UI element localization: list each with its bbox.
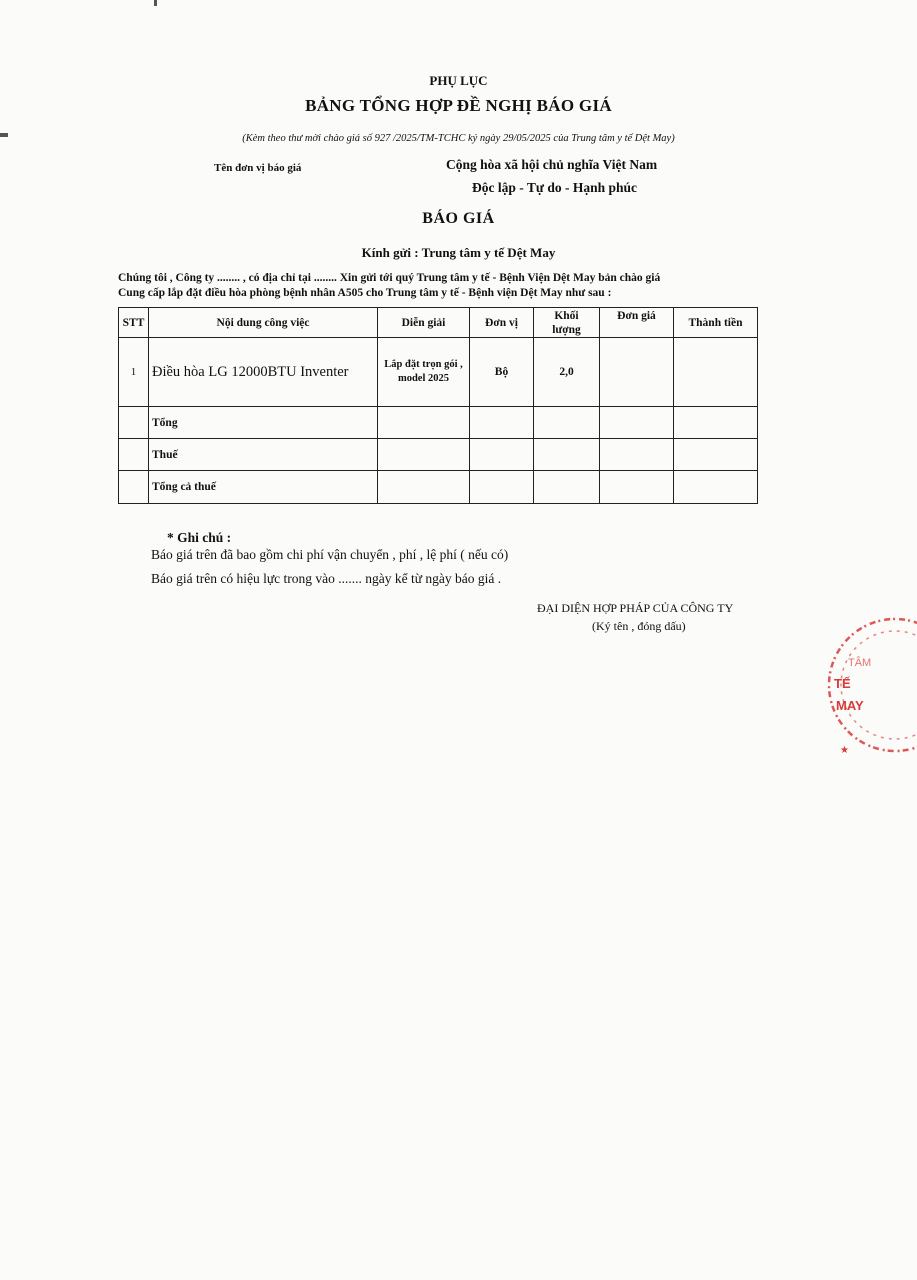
cell-content: Điều hòa LG 12000BTU Inventer [149, 338, 378, 407]
note-line-1: Báo giá trên đã bao gồm chi phí vận chuyển , phí , lệ phí ( nếu có) [151, 547, 509, 562]
intro-line-2: Cung cấp lắp đặt điều hòa phòng bệnh nhân A505 cho Trung tâm y tế - Bệnh viện Dệt May như sau : [118, 287, 612, 299]
header-unit-price: Đơn giá [600, 308, 674, 338]
republic-name: Cộng hòa xã hội chủ nghĩa Việt Nam [446, 157, 658, 172]
sign-instruction: (Ký tên , đóng dấu) [592, 619, 686, 633]
summary-total-label: Tổng [149, 407, 378, 439]
cell-stt: 1 [119, 338, 149, 407]
national-motto: Độc lập - Tự do - Hạnh phúc [472, 180, 638, 195]
note-line-2: Báo giá trên có hiệu lực trong vào ....... ngày kể từ ngày báo giá . [151, 571, 502, 586]
cell-empty [534, 471, 600, 504]
cell-empty [534, 439, 600, 471]
table-header-row [119, 308, 758, 338]
reference-line: (Kèm theo thư mời chào giá số 927 /2025/TM-TCHC ký ngày 29/05/2025 của Trung tâm y tế Dệt May) [242, 133, 675, 144]
stamp-graphic [820, 608, 917, 763]
table-row-grand-total [119, 471, 758, 504]
cell-empty [600, 407, 674, 439]
cell-empty [470, 439, 534, 471]
cell-description: Lắp đặt trọn gói , model 2025 [378, 338, 470, 407]
header-quantity: Khối lượng [534, 308, 600, 338]
document-heading: BẢNG TỔNG HỢP ĐỀ NGHỊ BÁO GIÁ [305, 96, 612, 115]
cell-empty [378, 407, 470, 439]
cell-empty [470, 471, 534, 504]
unit-name-label: Tên đơn vị báo giá [214, 162, 302, 174]
cell-empty [119, 407, 149, 439]
cell-unit: Bộ [470, 338, 534, 407]
appendix-label: PHỤ LỤC [429, 73, 488, 88]
summary-tax-label: Thuế [149, 439, 378, 471]
cell-empty [534, 407, 600, 439]
header-description: Diễn giải [378, 308, 470, 338]
cell-empty [674, 407, 758, 439]
recipient-line: Kính gửi : Trung tâm y tế Dệt May [361, 245, 556, 260]
stamp-text-3: MAY [836, 698, 864, 713]
cell-empty [674, 439, 758, 471]
stamp-text-2: TẾ [834, 676, 851, 691]
header-amount: Thành tiền [674, 308, 758, 338]
cell-empty [119, 439, 149, 471]
cell-empty [378, 471, 470, 504]
quote-title: BÁO GIÁ [422, 210, 495, 227]
quote-table [118, 307, 758, 504]
scan-mark-top [154, 0, 157, 6]
intro-line-1: Chúng tôi , Công ty ........ , có địa chỉ tại ........ Xin gửi tới quý Trung tâm y tế - Bệnh Viện Dệt May bản chào giá [118, 272, 661, 284]
cell-empty [119, 471, 149, 504]
cell-unit-price [600, 338, 674, 407]
summary-grand-total-label: Tổng cả thuế [149, 471, 378, 504]
cell-amount [674, 338, 758, 407]
stamp-star-icon: ★ [840, 745, 849, 756]
company-stamp [820, 608, 917, 763]
table-row-tax [119, 439, 758, 471]
cell-empty [378, 439, 470, 471]
header-stt: STT [119, 308, 149, 338]
representative-label: ĐẠI DIỆN HỢP PHÁP CỦA CÔNG TY [537, 601, 734, 615]
table-row-total [119, 407, 758, 439]
stamp-text-1: TÂM [848, 657, 872, 669]
header-unit: Đơn vị [470, 308, 534, 338]
cell-empty [470, 407, 534, 439]
table-row [119, 338, 758, 407]
cell-quantity: 2,0 [534, 338, 600, 407]
header-content: Nội dung công việc [149, 308, 378, 338]
cell-empty [600, 471, 674, 504]
cell-empty [674, 471, 758, 504]
notes-title: * Ghi chú : [167, 530, 232, 545]
cell-empty [600, 439, 674, 471]
